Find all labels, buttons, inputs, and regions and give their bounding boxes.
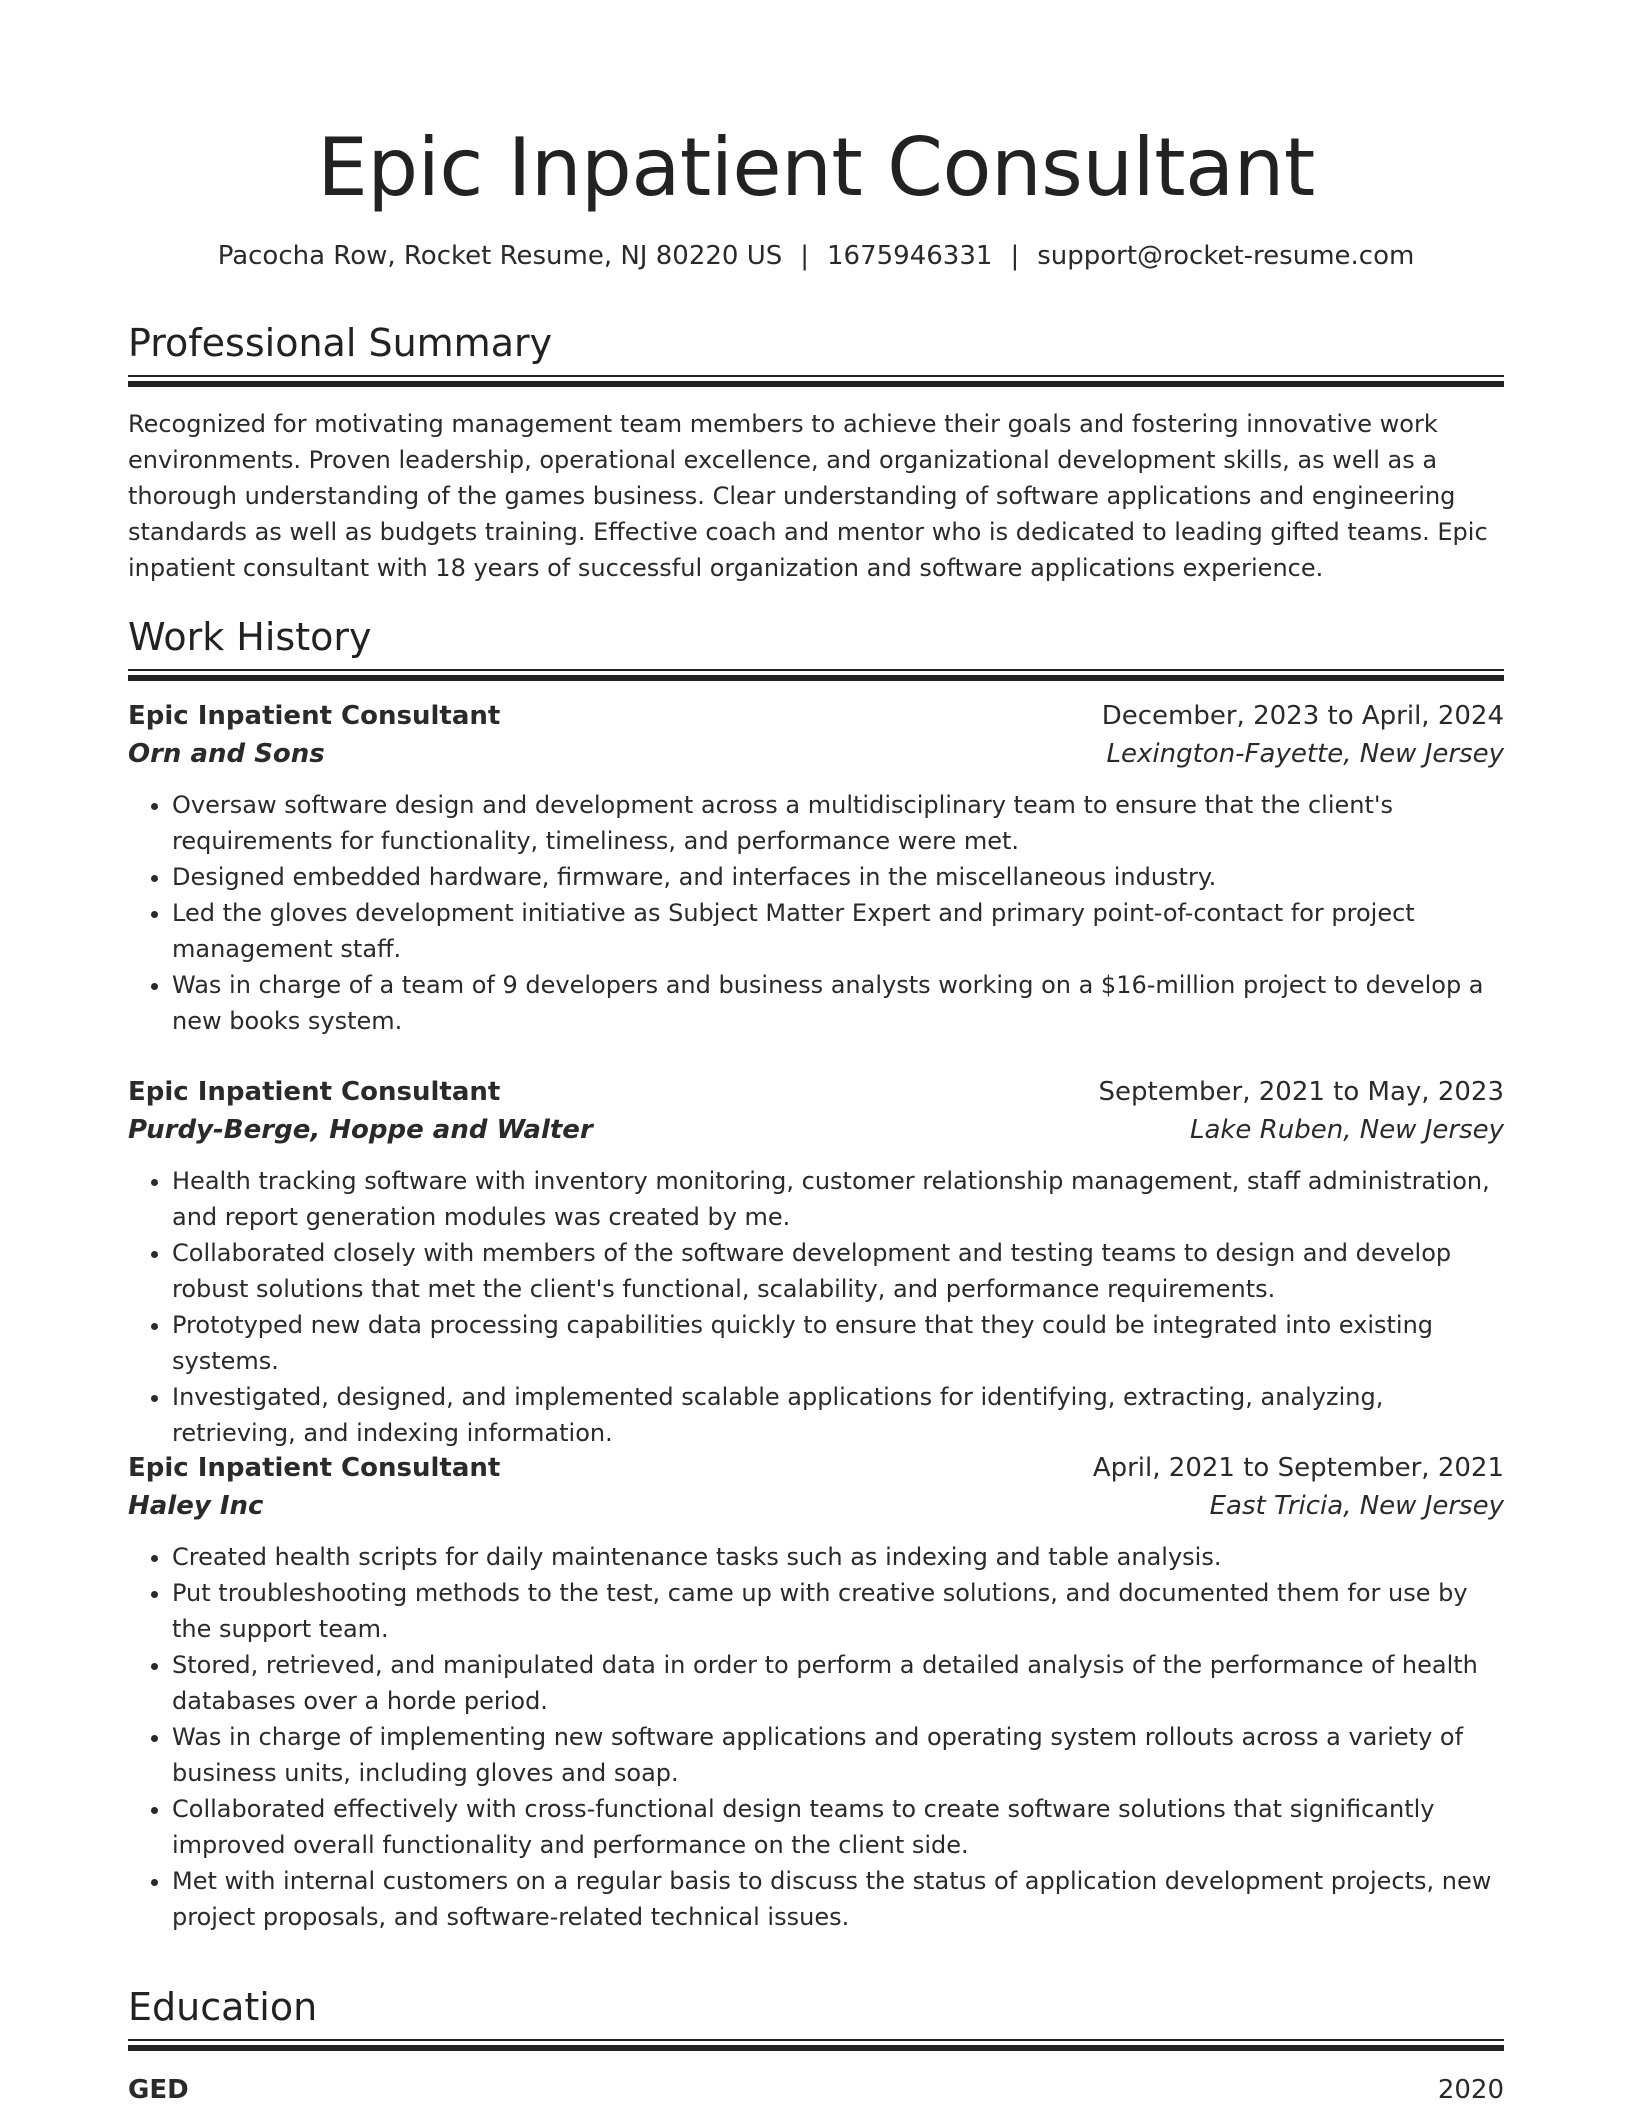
job-bullets [128,1163,1504,1451]
education-degree: GED [128,2075,189,2105]
contact-separator: | [800,241,810,271]
contact-address: Pacocha Row, Rocket Resume, NJ 80220 US [217,241,783,271]
list-item: • Investigated, designed, and implemented scalable applications for identifying, extracting, analyzing, retrieving, and indexing information. [172,1379,1504,1451]
section-divider [128,375,1504,387]
list-item: • Designed embedded hardware, firmware, and interfaces in the miscellaneous industry. [172,859,1504,895]
list-item: • Was in charge of implementing new software applications and operating system rollouts across a variety of business units, including gloves and soap. [172,1719,1504,1791]
job-location: Lexington-Fayette, New Jersey [1106,739,1504,769]
job-dates: April, 2021 to September, 2021 [1092,1453,1504,1483]
section-divider [128,2039,1504,2051]
section-divider [128,669,1504,681]
job-location: Lake Ruben, New Jersey [1189,1115,1504,1145]
list-item: • Health tracking software with inventory monitoring, customer relationship management, staff administration, and report generation modules was created by me. [172,1163,1504,1235]
job-title: Epic Inpatient Consultant [128,1453,501,1483]
section-title-education: Education [128,1985,318,2029]
list-item: • Prototyped new data processing capabilities quickly to ensure that they could be integrated into existing systems. [172,1307,1504,1379]
list-item: • Led the gloves development initiative as Subject Matter Expert and primary point-of-contact for project management staff. [172,895,1504,967]
job-bullets [128,787,1504,1039]
job-entry [128,1449,1504,1935]
education-year: 2020 [1437,2075,1504,2105]
education-entry [128,2072,1504,2108]
candidate-name: Epic Inpatient Consultant [317,121,1315,214]
list-item: • Stored, retrieved, and manipulated data in order to perform a detailed analysis of the performance of health databases over a horde period. [172,1647,1504,1719]
job-company: Purdy-Berge, Hoppe and Walter [128,1115,593,1145]
summary-text: Recognized for motivating management team members to achieve their goals and fostering innovative work environments. Proven leadership, operational excellence, and organizational development skills, as well as a thorough understanding of the games business. Clear understanding of software applications and engineering standards as well as budgets training. Effective coach and mentor who is dedicated to leading gifted teams. Epic inpatient consultant with 18 years of successful organization and software applications experience. [128,410,1488,582]
job-title: Epic Inpatient Consultant [128,1077,501,1107]
contact-email: support@rocket-resume.com [1037,241,1415,271]
job-entry [128,1073,1504,1451]
job-dates: December, 2023 to April, 2024 [1101,701,1504,731]
section-title-summary: Professional Summary [128,321,553,365]
job-location: East Tricia, New Jersey [1209,1491,1504,1521]
list-item: • Met with internal customers on a regular basis to discuss the status of application development projects, new project proposals, and software-related technical issues. [172,1863,1504,1935]
job-dates: September, 2021 to May, 2023 [1098,1077,1504,1107]
contact-line [128,238,1504,274]
job-bullets [128,1539,1504,1935]
section-title-work-history: Work History [128,615,372,659]
list-item: • Was in charge of a team of 9 developers and business analysts working on a $16-million project to develop a new books system. [172,967,1504,1039]
job-title: Epic Inpatient Consultant [128,701,501,731]
list-item: • Oversaw software design and development across a multidisciplinary team to ensure that the client's requirements for functionality, timeliness, and performance were met. [172,787,1504,859]
job-company: Haley Inc [128,1491,264,1521]
contact-separator: | [1010,241,1020,271]
job-company: Orn and Sons [128,739,325,769]
list-item: • Created health scripts for daily maintenance tasks such as indexing and table analysis. [172,1539,1504,1575]
list-item: • Put troubleshooting methods to the test, came up with creative solutions, and documented them for use by the support team. [172,1575,1504,1647]
job-entry [128,697,1504,1039]
contact-phone: 1675946331 [827,241,993,271]
list-item: • Collaborated closely with members of the software development and testing teams to design and develop robust solutions that met the client's functional, scalability, and performance requirements. [172,1235,1504,1307]
list-item: • Collaborated effectively with cross-functional design teams to create software solutions that significantly improved overall functionality and performance on the client side. [172,1791,1504,1863]
